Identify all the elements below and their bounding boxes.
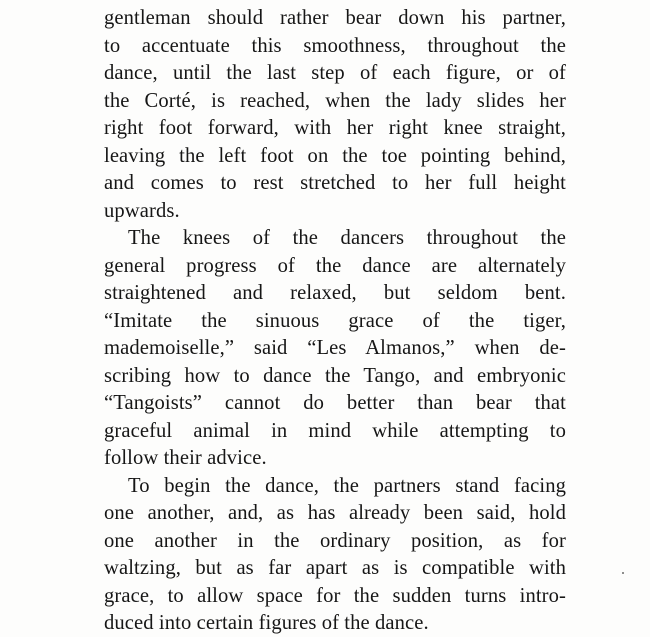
text-line: follow their advice. xyxy=(104,447,267,469)
paper-speck xyxy=(622,572,624,574)
paragraph-2 xyxy=(104,225,566,473)
body-text xyxy=(104,5,566,637)
text-line: grace, to allow space for the sudden turns intro- xyxy=(104,584,566,607)
text-line: one another, and, as has already been said, hold xyxy=(104,502,566,524)
text-line: waltzing, but as far apart as is compatible with xyxy=(104,557,566,579)
text-line: the Corté, is reached, when the lady slides her xyxy=(104,89,566,112)
text-line: “Imitate the sinuous grace of the tiger, xyxy=(104,309,566,332)
text-line: right foot forward, with her right knee straight, xyxy=(104,117,566,139)
text-line: duced into certain figures of the dance. xyxy=(104,612,429,634)
text-line: and comes to rest stretched to her full height xyxy=(104,172,566,194)
text-line: leaving the left foot on the toe pointing behind, xyxy=(104,144,566,167)
text-line: straightened and relaxed, but seldom bent. xyxy=(104,282,566,304)
text-line: upwards. xyxy=(104,199,180,222)
text-line: dance, until the last step of each figure, or of xyxy=(104,62,566,84)
paragraph-3 xyxy=(104,473,566,637)
text-line: one another in the ordinary position, as for xyxy=(104,529,566,552)
text-line: mademoiselle,” said “Les Almanos,” when de- xyxy=(104,337,566,359)
text-line: To begin the dance, the partners stand facing xyxy=(128,474,566,497)
paragraph-1 xyxy=(104,5,566,225)
text-line: graceful animal in mind while attempting to xyxy=(104,419,566,442)
text-line: gentleman should rather bear down his partner, xyxy=(104,7,566,29)
text-line: The knees of the dancers throughout the xyxy=(128,227,566,249)
text-line: general progress of the dance are alternately xyxy=(104,254,566,277)
text-line: to accentuate this smoothness, throughout the xyxy=(104,34,566,57)
text-line: scribing how to dance the Tango, and embryonic xyxy=(104,364,566,387)
text-line: “Tangoists” cannot do better than bear that xyxy=(104,392,566,414)
